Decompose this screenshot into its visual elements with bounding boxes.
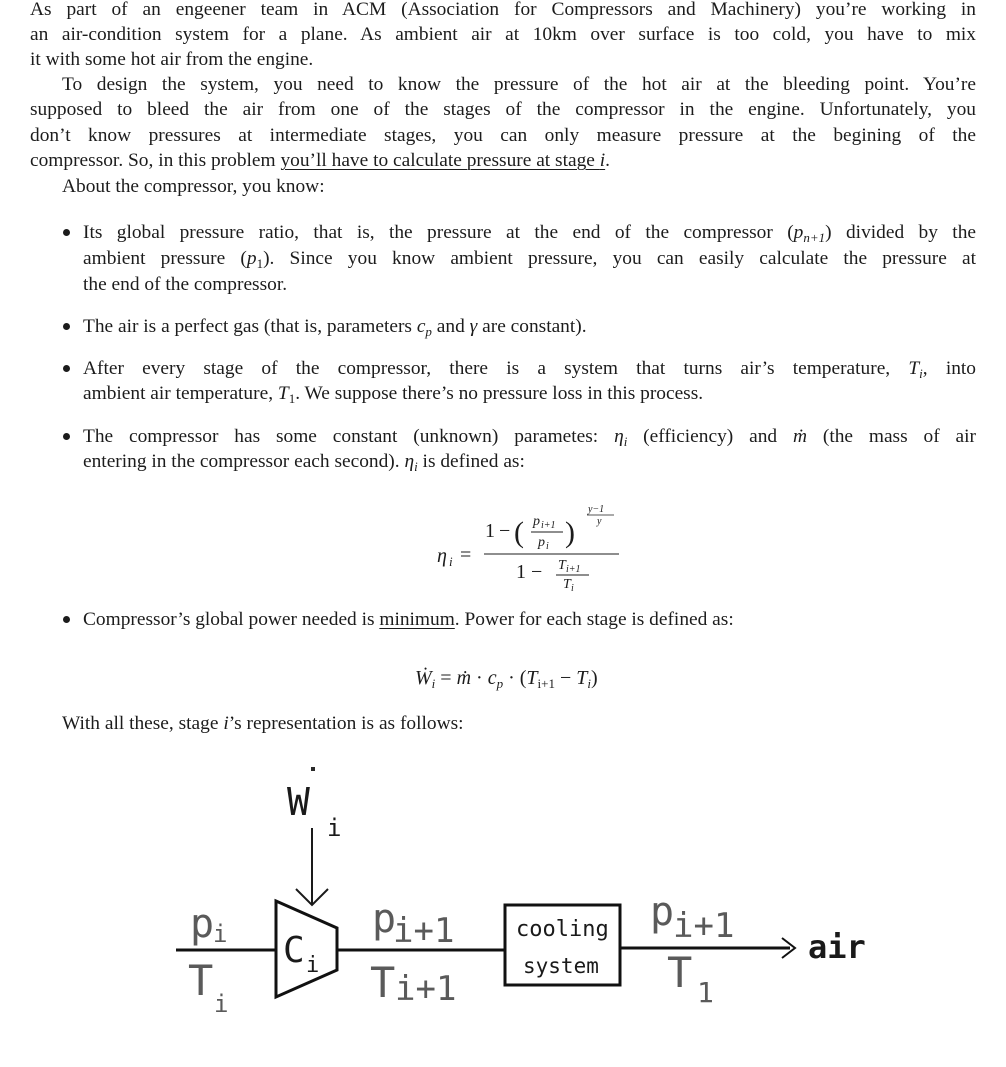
power-mdot: ṁ: [456, 667, 472, 689]
intro-about: About the compressor, you know:: [62, 176, 325, 197]
intro-para2-line3: don’t know pressures at intermediate stages, you can only measure pressure at the begining of the: [30, 125, 976, 146]
mid-t-sub: i+1: [395, 969, 457, 1009]
power-t2-sub: i: [587, 676, 592, 691]
bullet3-text-b: , into: [922, 358, 976, 379]
bullet3-text-d: . We suppose there’s no pressure loss in this process.: [295, 383, 704, 404]
intro-para1-line1: As part of an engeener team in ACM (Association for Compressors and Machinery) you’re working in: [30, 0, 976, 20]
power-wdot-sub: i: [431, 676, 436, 691]
bullet3-sub-1: 1: [288, 391, 296, 406]
intro-para1-line2: an air-condition system for a plane. As ambient air at 10km over surface is too cold, you have to mix: [30, 24, 976, 45]
with-all-var-i: i: [223, 713, 229, 734]
power-equals: =: [435, 667, 457, 689]
power-t1: T: [526, 667, 538, 689]
p-den-sub: i: [546, 541, 549, 552]
intro-para2-line1: To design the system, you need to know the pressure of the hot air at the bleeding point. You’re: [62, 74, 976, 95]
bullet2-text-b: and: [431, 316, 470, 337]
bullet2-text-a: The air is a perfect gas (that is, parameters: [83, 316, 417, 337]
bullet1-var-p1: p: [246, 248, 257, 269]
power-wdot: Ẇ: [415, 667, 432, 689]
power-t2: T: [576, 667, 588, 689]
air-label: air: [808, 928, 866, 966]
inlet-t-sub: i: [214, 990, 229, 1018]
p-num: p: [533, 514, 540, 529]
bullet5-minimum: minimum: [379, 609, 455, 630]
bullet1-text-c: ambient pressure (: [83, 248, 247, 269]
bullet1-sub-n1: n+1: [803, 230, 826, 245]
bullet4-sub-i: i: [623, 434, 628, 449]
out-p-sub: i+1: [673, 906, 735, 946]
exp-den: y: [597, 516, 602, 527]
with-all-text-a: With all these, stage: [62, 713, 224, 734]
eta-lhs-sub: i: [449, 554, 453, 569]
intro-para2-prefix: compressor. So, in this problem: [30, 150, 281, 171]
work-label-sub: i: [327, 814, 342, 842]
t-den-sub: i: [571, 583, 574, 594]
exp-num: y−1: [588, 504, 605, 515]
inlet-t-label: T: [188, 956, 214, 1005]
power-paren-close: ): [591, 667, 598, 689]
bullet2-sub-p: p: [425, 324, 432, 339]
bullet3-text-a: After every stage of the compressor, there is a system that turns air’s temperature,: [83, 358, 909, 379]
t-num: T: [558, 558, 566, 573]
t-num-sub: i+1: [566, 564, 581, 575]
bullet1-var-p: p: [793, 222, 804, 243]
num-minus: −: [499, 520, 511, 542]
bullet5-text-a: Compressor’s global power needed is: [83, 609, 380, 630]
bullet4-var-eta2: η: [404, 451, 415, 472]
bullet3-sub-i: i: [919, 366, 923, 381]
eta-equals: =: [460, 544, 472, 566]
power-cp: c: [487, 667, 497, 689]
bullet1-line3: the end of the compressor.: [83, 274, 288, 295]
eta-lhs: η: [437, 545, 447, 567]
p-den: p: [538, 535, 545, 550]
den-one: 1: [516, 561, 526, 583]
out-t-label: T: [667, 948, 693, 997]
power-t1-sub: i+1: [537, 676, 555, 691]
inlet-p-sub: i: [213, 920, 228, 948]
cooling-label-line2: system: [523, 954, 599, 978]
bullet3-var-t1: T: [277, 383, 289, 404]
bullet1-text-d: ). Since you know ambient pressure, you can easily calculate the pressure at: [263, 248, 976, 269]
intro-para2-suffix: .: [605, 150, 610, 171]
with-all-text-b: ’s representation is as follows:: [228, 713, 464, 734]
bullet4-sub-i2: i: [414, 459, 418, 474]
bullet4-text-a: The compressor has some constant (unknown) parametes:: [83, 426, 615, 447]
bullet4-text-e: is defined as:: [417, 451, 525, 472]
work-dot-icon: [311, 767, 315, 771]
out-p-label: p: [650, 889, 675, 935]
cooling-label-line1: cooling: [516, 917, 609, 942]
bullet2-var-c: c: [416, 316, 426, 337]
bullet4-var-eta: η: [614, 426, 624, 447]
mid-p-sub: i+1: [393, 911, 455, 951]
power-cp-sub: p: [496, 676, 504, 691]
paren-open: (: [514, 516, 524, 549]
work-label: W: [287, 780, 310, 824]
mid-p-label: p: [372, 896, 397, 942]
compressor-label-sub: i: [306, 953, 320, 978]
power-paren-open: · (: [503, 667, 527, 689]
bullet1-text-a: Its global pressure ratio, that is, the pressure at the end of the compressor (: [83, 222, 794, 243]
intro-stage-var: i: [599, 150, 606, 171]
power-dot1: ·: [471, 667, 488, 689]
bullet4-var-mdot: ṁ: [792, 426, 807, 447]
bullet1-sub-1: 1: [256, 256, 264, 271]
num-one: 1: [485, 520, 495, 542]
out-t-sub: 1: [697, 976, 714, 1009]
p-num-sub: i+1: [541, 520, 556, 531]
bullet1-text-b: ) divided by the: [825, 222, 976, 243]
bullet4-text-d: entering in the compressor each second).: [83, 451, 405, 472]
paren-close: ): [565, 516, 575, 549]
inlet-p-label: p: [190, 901, 215, 947]
compressor-label: C: [283, 930, 305, 971]
bullet2-var-gamma: γ: [469, 316, 478, 337]
den-minus: −: [531, 561, 543, 583]
bullet3-text-c: ambient air temperature,: [83, 383, 278, 404]
intro-para2-line2: supposed to bleed the air from one of the stages of the compressor in the engine. Unfortunately, you: [30, 99, 976, 120]
intro-underlined-text: you’ll have to calculate pressure at stage: [280, 150, 600, 171]
mid-t-label: T: [370, 958, 396, 1007]
intro-para1-line3: it with some hot air from the engine.: [30, 49, 314, 70]
bullet2-text-c: are constant).: [477, 316, 587, 337]
bullet4-text-b: (efficiency) and: [627, 426, 793, 447]
bullet5-text-b: . Power for each stage is defined as:: [454, 609, 734, 630]
power-minus: −: [555, 667, 577, 689]
t-den: T: [563, 577, 571, 592]
bullet3-var-t: T: [908, 358, 920, 379]
bullet4-text-c: (the mass of air: [807, 426, 976, 447]
